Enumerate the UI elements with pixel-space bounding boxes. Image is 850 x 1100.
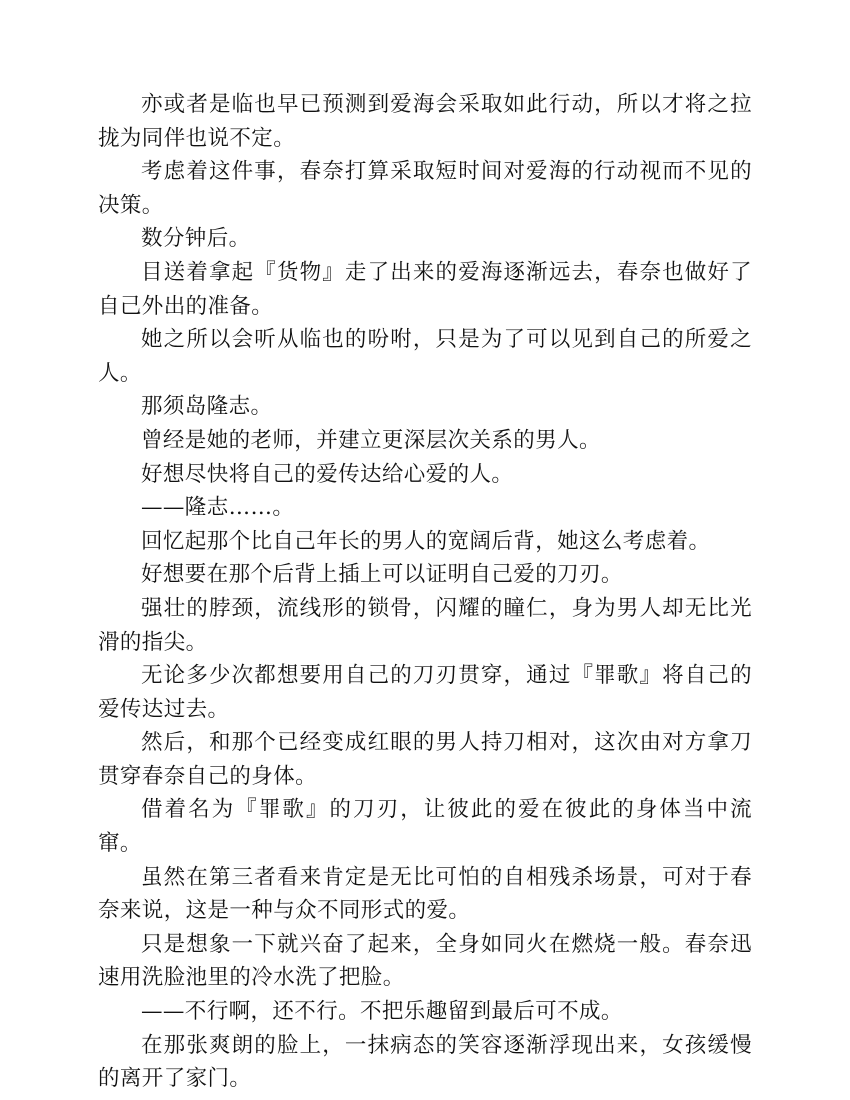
paragraph: 她之所以会听从临也的吩咐，只是为了可以见到自己的所爱之人。 (98, 327, 752, 386)
paragraph: 亦或者是临也早已预测到爱海会采取如此行动，所以才将之拉拢为同伴也说不定。 (98, 92, 752, 151)
paragraph: ——不行啊，还不行。不把乐趣留到最后可不成。 (141, 999, 623, 1025)
paragraph: ——隆志……。 (141, 495, 295, 521)
paragraph: 只是想象一下就兴奋了起来，全身如同火在燃烧一般。春奈迅速用洗脸池里的冷水洗了把脸。 (98, 931, 752, 991)
paragraph: 强壮的脖颈，流线形的锁骨，闪耀的瞳仁，身为男人却无比光滑的指尖。 (98, 595, 752, 655)
paragraph: 在那张爽朗的脸上，一抹病态的笑容逐渐浮现出来，女孩缓慢的离开了家门。 (98, 1032, 752, 1092)
paragraph: 好想要在那个后背上插上可以证明自己爱的刀刃。 (141, 562, 623, 588)
paragraph: 好想尽快将自己的爱传达给心爱的人。 (141, 461, 514, 487)
paragraph: 数分钟后。 (141, 226, 251, 252)
paragraph: 考虑着这件事，春奈打算采取短时间对爱海的行动视而不见的决策。 (98, 159, 752, 218)
paragraph: 回忆起那个比自己年长的男人的宽阔后背，她这么考虑着。 (141, 528, 711, 554)
paragraph: 那须岛隆志。 (141, 394, 273, 420)
paragraph: 虽然在第三者看来肯定是无比可怕的自相残杀场景，可对于春奈来说，这是一种与众不同形式的爱。 (98, 864, 752, 924)
paragraph: 曾经是她的老师，并建立更深层次关系的男人。 (141, 427, 601, 453)
paragraph: 目送着拿起『货物』走了出来的爱海逐渐远去，春奈也做好了自己外出的准备。 (98, 259, 752, 319)
paragraph: 无论多少次都想要用自己的刀刃贯穿，通过『罪歌』将自己的爱传达过去。 (98, 663, 752, 722)
paragraph: 然后，和那个已经变成红眼的男人持刀相对，这次由对方拿刀贯穿春奈自己的身体。 (98, 730, 752, 789)
page-text-body (98, 88, 752, 1096)
paragraph: 借着名为『罪歌』的刀刃，让彼此的爱在彼此的身体当中流窜。 (98, 797, 752, 857)
